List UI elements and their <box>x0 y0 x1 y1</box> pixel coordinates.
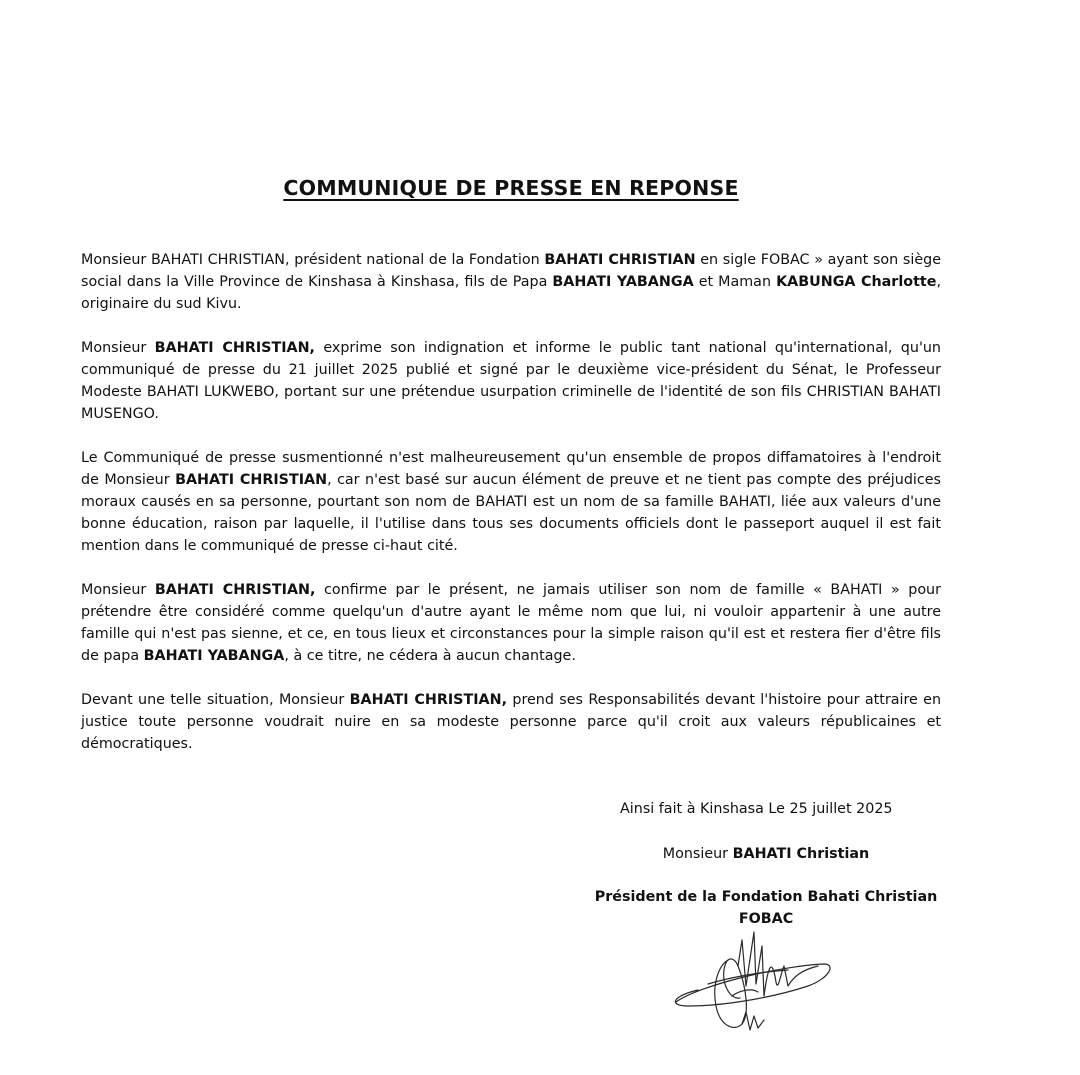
signer-organization: FOBAC <box>738 911 794 927</box>
text-run: et Maman <box>693 274 777 290</box>
document-title <box>0 176 1022 200</box>
text-run: Le Communiqué de presse susmentionné n'est malheureusement qu'un ensemble de propos diffamatoires à l'endroit de Monsieur <box>81 450 941 488</box>
text-run: Devant une telle situation, Monsieur <box>81 692 350 708</box>
bold-text-run: BAHATI YABANGA <box>552 274 694 290</box>
text-run: exprime son indignation et informe le public tant national qu'international, qu'un communiqué de presse du 21 juillet 2025 publié et signé par le deuxième vice-président du Sénat, le Professeur Modeste BAHATI LUKWEBO, portant sur une prétendue usurpation criminelle de l'identité de son fils CHRISTIAN BAHATI MUSENGO. <box>81 340 941 422</box>
text-run: confirme par le présent, ne jamais utiliser son nom de famille « BAHATI » pour prétendre être considéré comme quelqu'un d'autre ayant le même nom que lui, ni vouloir appartenir à une autre famille qui n'est pas sienne, et ce, en tous lieux et circonstances pour la simple raison qu'il est et restera fier d'être fils de papa <box>81 582 941 664</box>
signer-name: BAHATI Christian <box>732 846 870 862</box>
bold-text-run: BAHATI YABANGA <box>143 648 285 664</box>
document-body <box>81 249 941 777</box>
paragraph-5 <box>81 689 941 755</box>
paragraph-1 <box>81 249 941 315</box>
text-run: , car n'est basé sur aucun élément de preuve et ne tient pas compte des préjudices moraux causés en sa personne, pourtant son nom de BAHATI est un nom de sa famille BAHATI, liée aux valeurs d'une bonne éducation, raison par laquelle, il l'utilise dans tous ses documents officiels dont le passeport auquel il est fait mention dans le communiqué de presse ci-haut cité. <box>81 472 941 554</box>
bold-text-run: BAHATI CHRISTIAN, <box>349 692 508 708</box>
text-run: Monsieur <box>81 340 155 356</box>
text-run: , à ce titre, ne cédera à aucun chantage. <box>284 648 576 664</box>
paragraph-4 <box>81 579 941 667</box>
place-date: Ainsi fait à Kinshasa Le 25 juillet 2025 <box>620 801 893 817</box>
signer-title: Président de la Fondation Bahati Christian <box>594 889 938 905</box>
document-title-text: COMMUNIQUE DE PRESSE EN REPONSE <box>283 176 739 200</box>
text-run: , originaire du sud Kivu. <box>81 274 941 312</box>
paragraph-2 <box>81 337 941 425</box>
bold-text-run: KABUNGA Charlotte <box>776 274 937 290</box>
text-run: en sigle FOBAC » ayant son siège social dans la Ville Province de Kinshasa à Kinshasa, fils de Papa <box>81 252 941 290</box>
handwritten-signature-icon <box>668 926 838 1038</box>
bold-text-run: BAHATI CHRISTIAN, <box>154 582 316 598</box>
text-run: prend ses Responsabilités devant l'histoire pour attraire en justice toute personne voudrait nuire en sa modeste personne parce qu'il croit aux valeurs républicaines et démocratiques. <box>81 692 942 752</box>
bold-text-run: BAHATI CHRISTIAN <box>544 252 696 268</box>
signer-prefix: Monsieur <box>662 846 733 862</box>
bold-text-run: BAHATI CHRISTIAN, <box>154 340 315 356</box>
signer-line <box>560 843 972 865</box>
text-run: Monsieur <box>81 582 155 598</box>
paragraph-3 <box>81 447 941 557</box>
bold-text-run: BAHATI CHRISTIAN <box>175 472 328 488</box>
text-run: Monsieur BAHATI CHRISTIAN, président national de la Fondation <box>81 252 545 268</box>
